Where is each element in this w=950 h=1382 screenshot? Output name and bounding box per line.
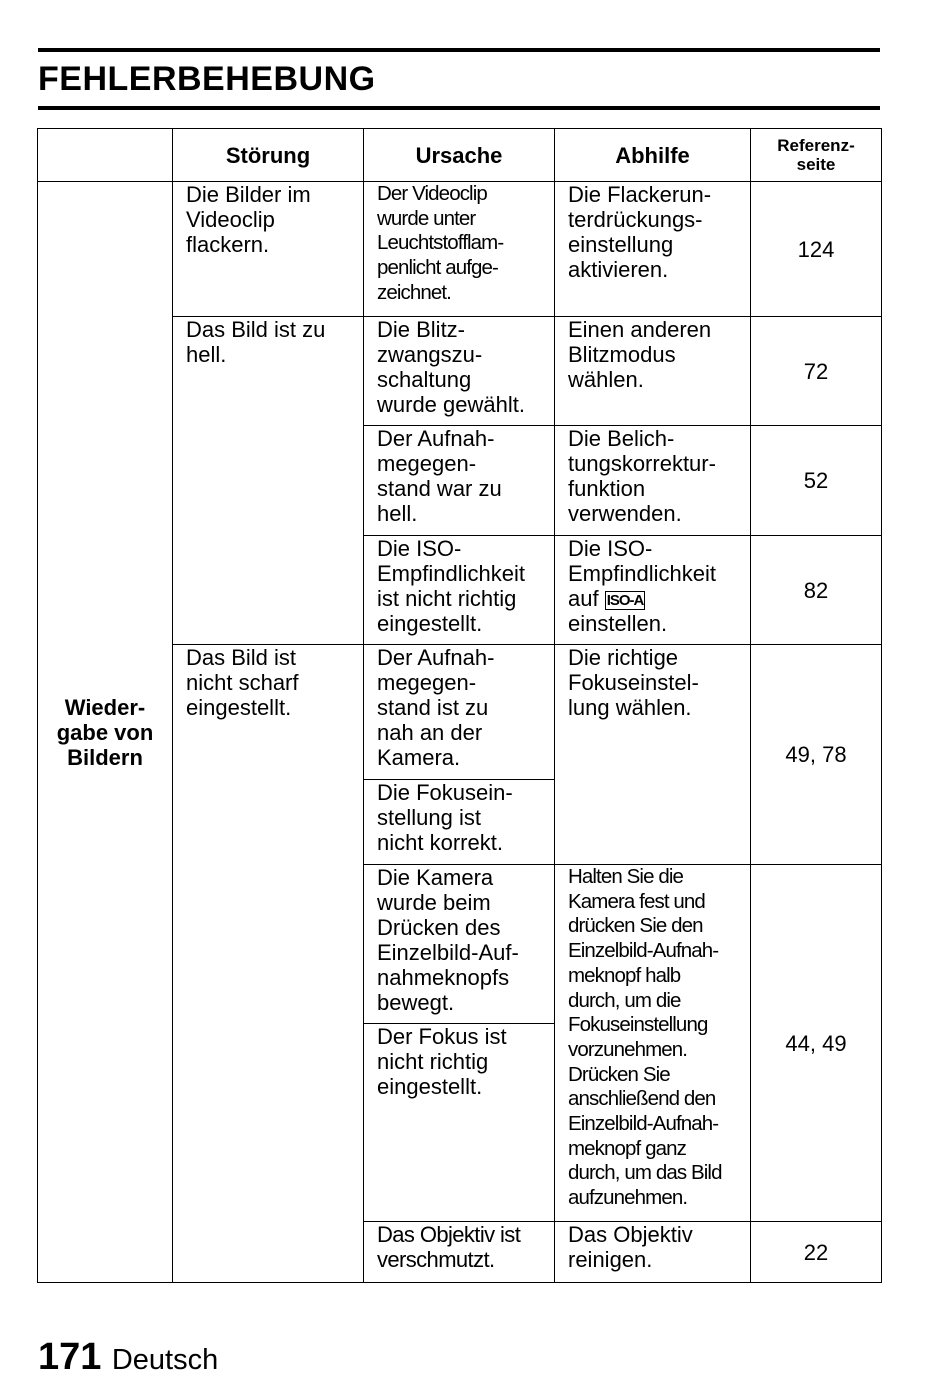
remedy-cell: Das Objektiv reinigen. bbox=[555, 1222, 751, 1283]
problem-cell: Das Bild ist nicht scharf eingestellt. bbox=[173, 645, 364, 1283]
remedy-cell: Halten Sie die Kamera fest und drücken Sie den Einzelbild-Aufnah- meknopf halb durch, um die Fokuseinstellung vorzunehmen. Drücken Sie anschließend den Einzelbild-Aufnah- meknopf ganz durch, um das Bild aufzunehmen. bbox=[555, 865, 751, 1222]
cause-cell: Die Blitz- zwangszu- schaltung wurde gewählt. bbox=[364, 317, 555, 426]
reference-cell: 72 bbox=[751, 317, 882, 426]
header-row bbox=[38, 129, 882, 182]
header-category bbox=[38, 129, 173, 182]
table-row bbox=[38, 182, 882, 317]
cause-cell: Der Videoclip wurde unter Leuchtstofflam- penlicht aufge- zeichnet. bbox=[364, 182, 555, 317]
cause-cell: Die Kamera wurde beim Drücken des Einzelbild-Auf- nahmeknopfs bewegt. bbox=[364, 865, 555, 1024]
cause-cell: Der Fokus ist nicht richtig eingestellt. bbox=[364, 1024, 555, 1222]
reference-cell: 22 bbox=[751, 1222, 882, 1283]
problem-cell: Das Bild ist zu hell. bbox=[173, 317, 364, 645]
page-footer bbox=[38, 1336, 218, 1379]
iso-auto-icon: ISO-A bbox=[606, 591, 644, 609]
top-rule bbox=[38, 48, 880, 52]
title-underline bbox=[38, 106, 880, 110]
remedy-cell: Die richtige Fokuseinstel- lung wählen. bbox=[555, 645, 751, 865]
cause-cell: Die Fokusein- stellung ist nicht korrekt. bbox=[364, 780, 555, 865]
cause-cell: Die ISO- Empfindlichkeit ist nicht richtig eingestellt. bbox=[364, 536, 555, 645]
reference-cell: 124 bbox=[751, 182, 882, 317]
header-problem: Störung bbox=[173, 129, 364, 182]
page-number: 171 bbox=[38, 1336, 102, 1378]
remedy-cell bbox=[555, 536, 751, 645]
problem-cell: Die Bilder im Videoclip flackern. bbox=[173, 182, 364, 317]
header-reference: Referenz- seite bbox=[751, 129, 882, 182]
reference-cell: 44, 49 bbox=[751, 865, 882, 1222]
header-cause: Ursache bbox=[364, 129, 555, 182]
cause-cell: Der Aufnah- megegen- stand war zu hell. bbox=[364, 426, 555, 536]
category-cell: Wieder- gabe von Bildern bbox=[38, 182, 173, 1283]
remedy-cell: Einen anderen Blitzmodus wählen. bbox=[555, 317, 751, 426]
cause-cell: Der Aufnah- megegen- stand ist zu nah an der Kamera. bbox=[364, 645, 555, 780]
reference-cell: 52 bbox=[751, 426, 882, 536]
remedy-text: Die ISO- Empfindlichkeit auf bbox=[568, 536, 716, 611]
remedy-cell: Die Flackerun- terdrückungs- einstellung aktivieren. bbox=[555, 182, 751, 317]
reference-cell: 82 bbox=[751, 536, 882, 645]
language-label: Deutsch bbox=[111, 1344, 219, 1376]
header-remedy: Abhilfe bbox=[555, 129, 751, 182]
remedy-cell: Die Belich- tungskorrektur- funktion verwenden. bbox=[555, 426, 751, 536]
cause-cell: Das Objektiv ist verschmutzt. bbox=[364, 1222, 555, 1283]
remedy-text: einstellen. bbox=[568, 611, 668, 636]
page-title: FEHLERBEHEBUNG bbox=[38, 60, 376, 98]
troubleshooting-table bbox=[37, 128, 882, 1283]
reference-cell: 49, 78 bbox=[751, 645, 882, 865]
